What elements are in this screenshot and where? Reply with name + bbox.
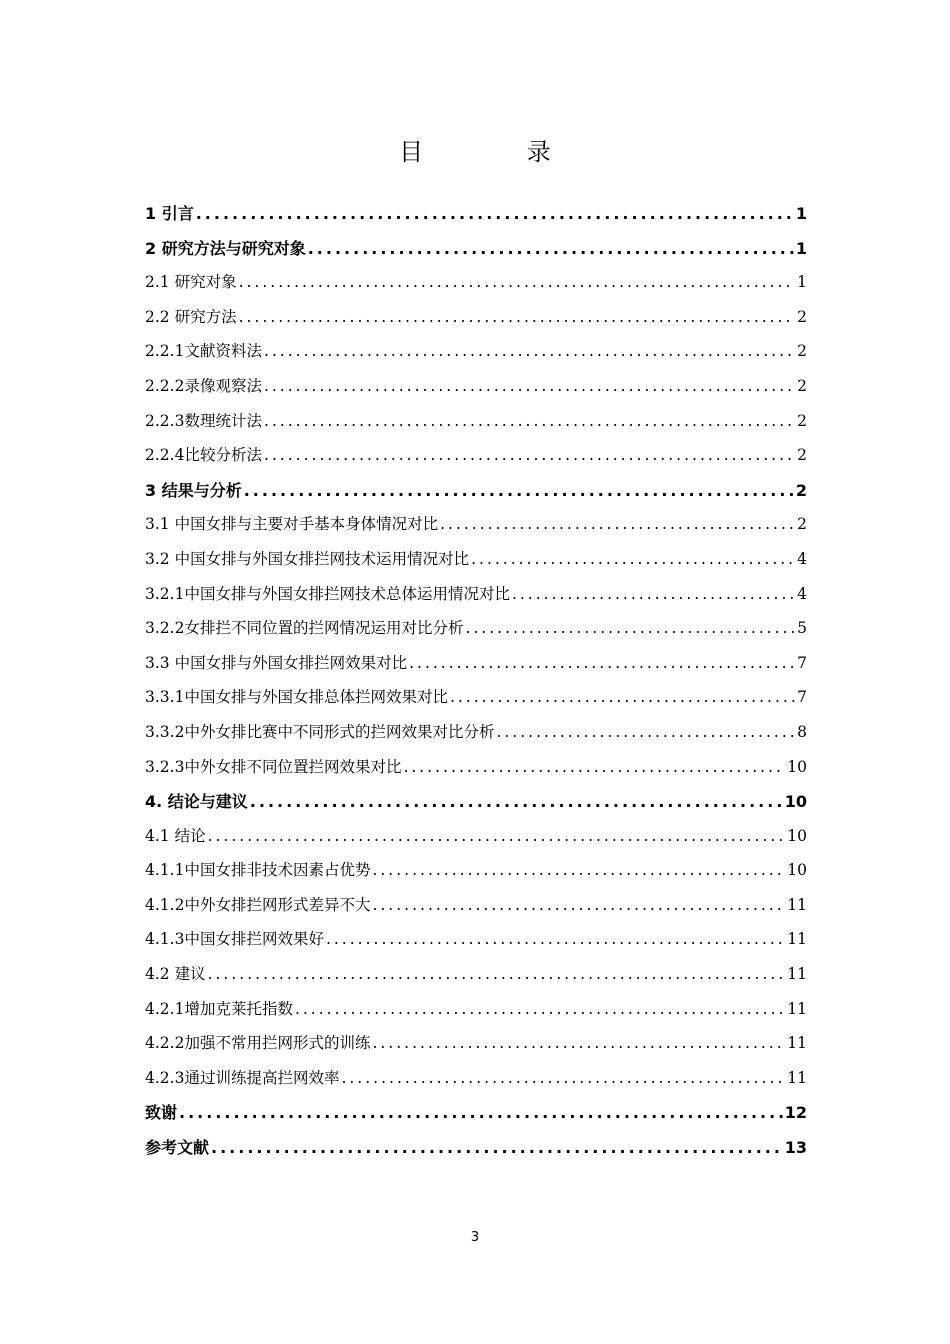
toc-entry[interactable] [145,824,807,859]
toc-leader-dots [239,308,796,326]
toc-leader-dots [465,619,795,637]
toc-entry-label: 3 结果与分析 [145,480,242,500]
toc-entry-page: 2 [797,342,807,361]
toc-entry-label: 3.2 中国女排与外国女排拦网技术运用情况对比 [145,549,470,568]
toc-entry[interactable] [145,512,807,547]
toc-entry-label: 3.2.1中国女排与外国女排拦网技术总体运用情况对比 [145,584,510,603]
toc-entry-label: 4.1.2中外女排拦网形式差异不大 [145,895,371,914]
toc-leader-dots [496,723,795,741]
toc-leader-dots [264,377,795,395]
toc-entry-page: 2 [797,307,807,326]
toc-entry-label: 2.2 研究方法 [145,307,237,326]
toc-entry[interactable] [145,997,807,1032]
toc-entry-page: 11 [787,1068,807,1087]
toc-leader-dots [409,654,795,672]
toc-entry-page: 10 [787,757,807,776]
toc-entry-label: 4.1.3中国女排拦网效果好 [145,930,324,949]
toc-entry[interactable] [145,720,807,755]
page-number: 3 [470,1230,480,1245]
toc-entry-page: 13 [784,1138,807,1158]
toc-entry[interactable] [145,755,807,790]
toc-entry-page: 2 [797,446,807,465]
toc-entry-label: 2.2.4比较分析法 [145,446,262,465]
toc-entry-label: 4.1 结论 [145,826,206,845]
toc-entry[interactable] [145,443,807,478]
toc-entry-label: 致谢 [145,1103,178,1123]
toc-entry-page: 4 [797,584,807,603]
toc-leader-dots [512,585,795,603]
toc-entry-page: 11 [787,930,807,949]
toc-leader-dots [341,1069,785,1087]
toc-entry[interactable] [145,374,807,409]
toc-entry-page: 4 [797,549,807,568]
toc-entry-page: 10 [787,826,807,845]
toc-entry-page: 7 [797,688,807,707]
toc-entry[interactable] [145,1031,807,1066]
toc-entry-page: 11 [787,999,807,1018]
toc-entry-label: 参考文献 [145,1138,210,1158]
toc-entry-page: 5 [797,619,807,638]
toc-entry-page: 7 [797,653,807,672]
toc-entry[interactable] [145,651,807,686]
toc-leader-dots [250,792,783,811]
toc-entry-label: 2.1 研究对象 [145,273,237,292]
toc-entry-page: 8 [797,722,807,741]
toc-leader-dots [211,1138,783,1157]
toc-entry-page: 1 [795,204,807,223]
toc-entry[interactable] [145,305,807,340]
toc-leader-dots [264,412,795,430]
toc-entry-label: 3.2.2女排拦不同位置的拦网情况运用对比分析 [145,619,464,638]
toc-entry-label: 3.3.2中外女排比赛中不同形式的拦网效果对比分析 [145,722,495,741]
toc-leader-dots [208,827,786,845]
toc-entry-page: 11 [787,965,807,984]
toc-entry[interactable] [145,1135,807,1170]
toc-entry[interactable] [145,547,807,582]
toc-leader-dots [208,965,786,983]
toc-entry-page: 2 [797,376,807,395]
toc-entry-page: 2 [797,411,807,430]
toc-leader-dots [440,515,795,533]
toc-entry[interactable] [145,685,807,720]
toc-entry-page: 11 [787,1034,807,1053]
toc-leader-dots [326,930,785,948]
toc-entry-page: 2 [797,515,807,534]
toc-leader-dots [264,446,795,464]
toc-leader-dots [264,342,795,360]
toc-entry[interactable] [145,789,807,824]
toc-leader-dots [196,204,794,223]
toc-entry-label: 2.2.3数理统计法 [145,411,262,430]
toc-leader-dots [471,550,795,568]
toc-entry-page: 10 [784,792,807,812]
toc-entry[interactable] [145,409,807,444]
toc-entry-label: 4.2 建议 [145,965,206,984]
toc-entry-label: 3.2.3中外女排不同位置拦网效果对比 [145,757,402,776]
toc-entry-page: 2 [795,480,807,500]
toc-entry[interactable] [145,339,807,374]
toc-entry[interactable] [145,201,807,236]
toc-entry[interactable] [145,962,807,997]
toc-entry-label: 3.3.1中国女排与外国女排总体拦网效果对比 [145,688,448,707]
toc-entry-label: 4.2.3通过训练提高拦网效率 [145,1068,340,1087]
toc-entry[interactable] [145,582,807,617]
toc-leader-dots [295,1000,785,1018]
table-of-contents [145,201,807,1170]
toc-leader-dots [450,688,795,706]
toc-entry-label: 1 引言 [145,204,194,223]
toc-leader-dots [372,861,785,879]
toc-entry-label: 2.2.1文献资料法 [145,342,262,361]
toc-entry-label: 4.2.2加强不常用拦网形式的训练 [145,1034,371,1053]
toc-entry-label: 3.3 中国女排与外国女排拦网效果对比 [145,653,408,672]
toc-entry-label: 3.1 中国女排与主要对手基本身体情况对比 [145,515,439,534]
toc-leader-dots [244,481,794,500]
toc-leader-dots [372,896,785,914]
toc-entry[interactable] [145,927,807,962]
toc-leader-dots [403,758,785,776]
toc-leader-dots [239,273,796,291]
toc-entry[interactable] [145,858,807,893]
toc-entry[interactable] [145,1100,807,1135]
toc-entry-page: 10 [787,861,807,880]
toc-entry-label: 4.1.1中国女排非技术因素占优势 [145,861,371,880]
toc-entry[interactable] [145,893,807,928]
toc-entry[interactable] [145,1066,807,1101]
toc-entry-page: 1 [797,273,807,292]
toc-entry-label: 2 研究方法与研究对象 [145,238,306,258]
toc-entry-page: 1 [795,238,807,258]
toc-entry-label: 4. 结论与建议 [145,792,248,812]
toc-leader-dots [372,1034,785,1052]
toc-entry[interactable] [145,236,807,271]
toc-leader-dots [308,239,794,258]
toc-entry[interactable] [145,478,807,513]
toc-entry[interactable] [145,270,807,305]
toc-entry-page: 11 [787,895,807,914]
toc-leader-dots [179,1103,783,1122]
toc-entry-page: 12 [784,1103,807,1123]
toc-entry-label: 2.2.2录像观察法 [145,376,262,395]
toc-entry-label: 4.2.1增加克莱托指数 [145,999,293,1018]
page-title: 目 录 [399,138,599,166]
toc-entry[interactable] [145,616,807,651]
